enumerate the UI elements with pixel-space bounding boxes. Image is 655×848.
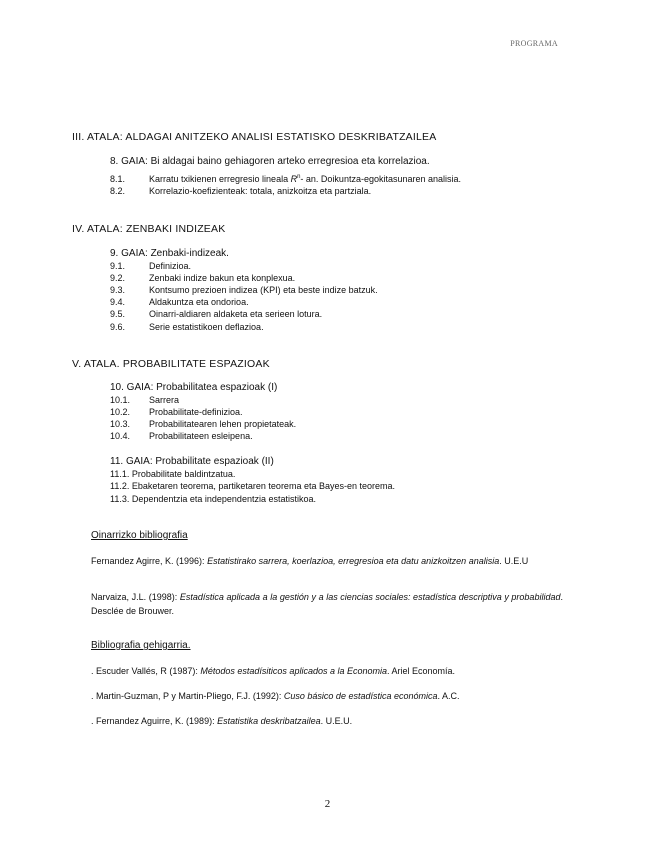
item-11-3: 11.3. Dependentzia eta independentzia estatistikoa. bbox=[110, 494, 316, 504]
item-text: Zenbaki indize bakun eta konplexua. bbox=[149, 273, 296, 283]
item-number: 9.6. bbox=[110, 322, 126, 332]
extra-bibliography-entry bbox=[91, 664, 563, 678]
item-11-2: 11.2. Ebaketaren teorema, partiketaren teorema eta Bayes-en teorema. bbox=[110, 481, 395, 491]
bib-title: Estatistirako sarrera, koerlazioa, erregresioa eta datu anizkoitzen analisia bbox=[207, 556, 500, 566]
item-number: 10.4. bbox=[110, 431, 131, 441]
bib-publisher: . U.E.U. bbox=[320, 716, 353, 726]
math-superscript: n bbox=[297, 174, 301, 180]
item-number: 9.1. bbox=[110, 261, 126, 271]
item-8-2 bbox=[110, 186, 371, 196]
running-header: PROGRAMA bbox=[510, 39, 558, 48]
item-9-3 bbox=[110, 285, 378, 295]
item-number: 9.5. bbox=[110, 309, 126, 319]
item-text: Definizioa. bbox=[149, 261, 192, 271]
bib-title: Cuso básico de estadística económica bbox=[283, 691, 438, 701]
item-10-2 bbox=[110, 407, 243, 417]
item-11-1: 11.1. Probabilitate baldintzatua. bbox=[110, 469, 236, 479]
bib-publisher: . Desclée de Brouwer. bbox=[91, 592, 563, 616]
item-number: 9.2. bbox=[110, 273, 126, 283]
item-text: Kontsumo prezioen indizea (KPI) eta beste indize batzuk. bbox=[149, 285, 378, 295]
item-9-1 bbox=[110, 261, 191, 271]
item-text: - an. Doikuntza-egokitasunaren analisia. bbox=[300, 174, 462, 184]
item-8-1 bbox=[110, 174, 461, 184]
item-number: 8.2. bbox=[110, 186, 126, 196]
item-10-3 bbox=[110, 419, 296, 429]
section-title-4: IV. ATALA: ZENBAKI INDIZEAK bbox=[72, 223, 226, 235]
bib-publisher: . Ariel Economía. bbox=[387, 666, 456, 676]
item-9-2 bbox=[110, 273, 295, 283]
extra-bibliography-entry bbox=[91, 689, 563, 703]
item-number: 10.2. bbox=[110, 407, 131, 417]
topic-8: 8. GAIA: Bi aldagai baino gehiagoren arteko erregresioa eta korrelazioa. bbox=[110, 156, 430, 167]
bib-title: Estatistika deskribatzailea bbox=[217, 716, 321, 726]
bib-author: . Martin-Guzman, P y Martin-Pliego, F.J. (1992): bbox=[91, 691, 284, 701]
bib-author: Narvaiza, J.L. (1998): bbox=[91, 592, 180, 602]
extra-bibliography-heading: Bibliografia gehigarria. bbox=[91, 640, 191, 651]
item-9-4 bbox=[110, 297, 249, 307]
item-text: Aldakuntza eta ondorioa. bbox=[149, 297, 249, 307]
bib-publisher: . U.E.U bbox=[499, 556, 529, 566]
math-symbol: R bbox=[290, 174, 298, 184]
item-text: Probabilitatearen lehen propietateak. bbox=[149, 419, 297, 429]
item-text: Korrelazio-koefizienteak: totala, anizkoitza eta partziala. bbox=[149, 186, 372, 196]
item-text: Oinarri-aldiaren aldaketa eta serieen lotura. bbox=[149, 309, 323, 319]
bib-title: Métodos estadísiticos aplicados a la Economia bbox=[200, 666, 387, 676]
item-text: Probabilitateen esleipena. bbox=[149, 431, 253, 441]
bibliography-entry bbox=[91, 590, 563, 618]
bib-title: Estadística aplicada a la gestión y a las ciencias sociales: estadística descriptiva y probabilidad bbox=[179, 592, 561, 602]
extra-bibliography-entry bbox=[91, 714, 563, 728]
topic-10: 10. GAIA: Probabilitatea espazioak (I) bbox=[110, 382, 278, 393]
item-number: 9.3. bbox=[110, 285, 126, 295]
section-title-5: V. ATALA. PROBABILITATE ESPAZIOAK bbox=[72, 358, 270, 370]
topic-11: 11. GAIA: Probabilitate espazioak (II) bbox=[110, 456, 274, 467]
item-10-1 bbox=[110, 395, 179, 405]
item-9-5 bbox=[110, 309, 322, 319]
item-text: Karratu txikienen erregresio lineala bbox=[149, 174, 291, 184]
bib-author: . Fernandez Aguirre, K. (1989): bbox=[91, 716, 218, 726]
page-number: 2 bbox=[324, 798, 331, 810]
bib-author: . Escuder Vallés, R (1987): bbox=[91, 666, 201, 676]
item-text: Serie estatistikoen deflazioa. bbox=[149, 322, 264, 332]
item-number: 10.1. bbox=[110, 395, 131, 405]
item-text: Probabilitate-definizioa. bbox=[149, 407, 243, 417]
item-10-4 bbox=[110, 431, 253, 441]
bibliography-heading: Oinarrizko bibliografia bbox=[91, 530, 188, 541]
item-text: Sarrera bbox=[149, 395, 180, 405]
item-number: 10.3. bbox=[110, 419, 131, 429]
bibliography-entry bbox=[91, 554, 563, 568]
item-number: 8.1. bbox=[110, 174, 126, 184]
item-number: 9.4. bbox=[110, 297, 126, 307]
section-title-3: III. ATALA: ALDAGAI ANITZEKO ANALISI ESTATISKO DESKRIBATZAILEA bbox=[72, 131, 437, 143]
bib-author: Fernandez Agirre, K. (1996): bbox=[91, 556, 208, 566]
topic-9: 9. GAIA: Zenbaki-indizeak. bbox=[110, 248, 229, 259]
bib-publisher: . A.C. bbox=[437, 691, 460, 701]
item-9-6 bbox=[110, 322, 264, 332]
